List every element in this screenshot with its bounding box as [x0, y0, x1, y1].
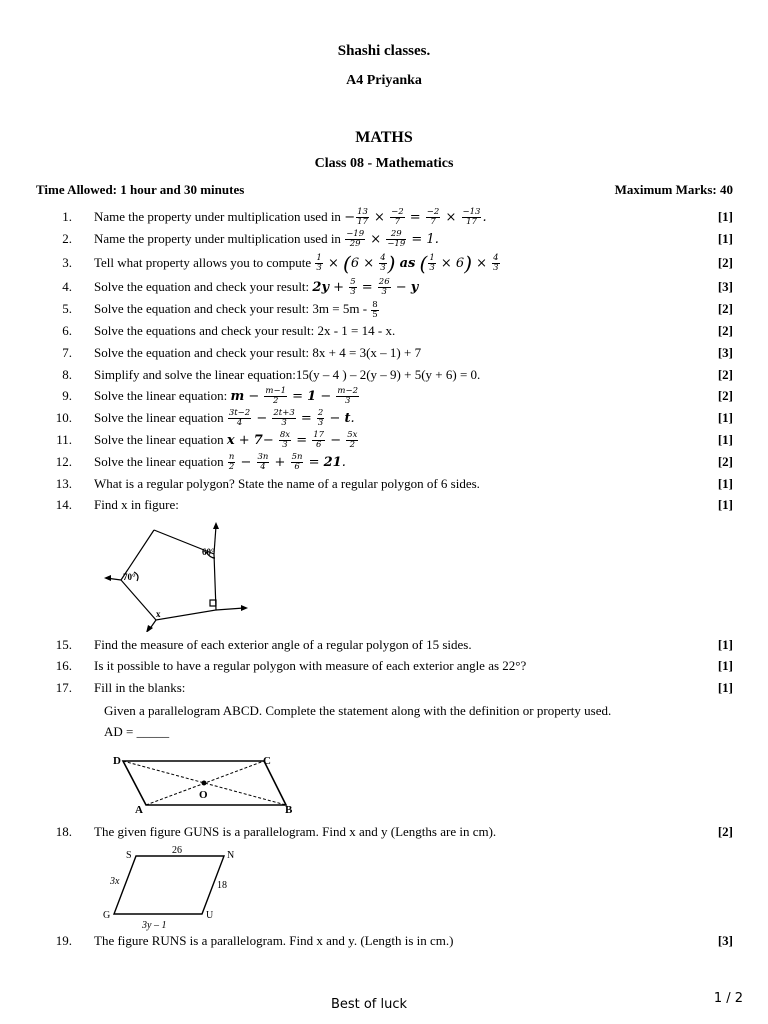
fraction: $\frac{8}{5}$ — [372, 299, 378, 320]
vertex-g-label: G — [103, 910, 111, 921]
vertex-a-label: A — [135, 804, 143, 816]
maximum-marks: Maximum Marks: 40 — [614, 182, 733, 197]
math-expression: $\frac{n}{2}$ − $\frac{3n}{4}$ + $\frac{5n}{6}$ = 21. — [228, 452, 346, 472]
question-text: Solve the linear equation — [94, 410, 224, 425]
math-expression: $\frac{3t-2}{4}$ − $\frac{2t+3}{3}$ = $\frac{2}{3}$ − t. — [228, 408, 355, 428]
parallelogram-abcd-figure — [108, 752, 308, 816]
question-text: Is it possible to have a regular polygon with measure of each exterior angle as 22°? — [94, 658, 527, 673]
question-text: Solve the equation and check your result: — [94, 279, 310, 294]
question-marks: [2] — [717, 301, 733, 316]
question-marks: [1] — [717, 497, 733, 512]
math-expression: $\frac{1}{3}$ × (6 × $\frac{4}{3}$ ) as ( $\frac{1}{3}$ × 6) × $\frac{4}{3}$ — [316, 251, 499, 276]
question-number: 8. — [62, 367, 72, 382]
question-marks: [2] — [717, 454, 733, 469]
question-number: 15. — [55, 637, 72, 652]
question-16 — [0, 656, 768, 676]
math-expression: − $\frac{13}{17}$ × $\frac{-2}{7}$ = $\frac{-2}{7}$ × $\frac{-13}{17}$ . — [344, 207, 487, 227]
question-marks: [2] — [717, 367, 733, 382]
question-text: Name the property under multiplication used in — [94, 231, 341, 246]
question-number: 16. — [55, 658, 72, 673]
question-1 — [0, 207, 768, 227]
question-3 — [0, 251, 768, 276]
question-15 — [0, 635, 768, 655]
question-text: Solve the linear equation — [94, 432, 224, 447]
question-marks: [2] — [717, 388, 733, 403]
question-12 — [0, 452, 768, 472]
question-2 — [0, 229, 768, 249]
parallelogram-guns-figure — [100, 842, 260, 932]
q17-statement: Given a parallelogram ABCD. Complete the statement along with the definition or property used. — [104, 703, 612, 718]
question-number: 11. — [56, 432, 72, 447]
question-11 — [0, 430, 768, 450]
question-text: Tell what property allows you to compute — [94, 255, 312, 270]
center-o-label: O — [199, 789, 208, 801]
question-13 — [0, 474, 768, 494]
question-18 — [0, 822, 768, 842]
question-marks: [1] — [717, 637, 733, 652]
question-text: Find the measure of each exterior angle of a regular polygon of 15 sides. — [94, 637, 472, 652]
side-nu-label: 18 — [217, 880, 227, 891]
question-text: Solve the equation and check your result: 8x + 4 = 3(x – 1) + 7 — [94, 345, 422, 360]
question-number: 7. — [62, 345, 72, 360]
question-9 — [0, 386, 768, 406]
math-expression: m − $\frac{m-1}{2}$ = 1 − $\frac{m-2}{3}$ — [230, 386, 358, 406]
angle-label-x: x — [156, 609, 161, 619]
question-text: Solve the equation and check your result: 3m = 5m - — [94, 301, 368, 316]
question-marks: [1] — [717, 410, 733, 425]
question-text: Simplify and solve the linear equation:15(y – 4 ) – 2(y – 9) + 5(y + 6) = 0. — [94, 367, 481, 382]
question-number: 14. — [55, 497, 72, 512]
question-14 — [0, 495, 768, 515]
pentagon-figure — [104, 522, 254, 632]
question-5 — [0, 299, 768, 319]
question-marks: [3] — [717, 345, 733, 360]
question-number: 10. — [55, 410, 72, 425]
math-expression: 2y + $\frac{5}{3}$ = $\frac{26}{3}$ − y — [312, 277, 419, 297]
question-marks: [1] — [717, 432, 733, 447]
institute-name: Shashi classes. — [337, 43, 431, 59]
question-text: Fill in the blanks: — [94, 680, 186, 695]
question-19 — [0, 931, 768, 951]
footer-message: Best of luck — [330, 997, 408, 1012]
vertex-c-label: C — [263, 755, 271, 767]
time-allowed: Time Allowed: 1 hour and 30 minutes — [36, 182, 245, 197]
class-title: Class 08 - Mathematics — [314, 156, 454, 171]
question-number: 13. — [55, 476, 72, 491]
question-text: The figure RUNS is a parallelogram. Find x and y. (Length is in cm.) — [94, 933, 454, 948]
side-sn-label: 26 — [172, 845, 182, 856]
question-marks: [2] — [717, 255, 733, 270]
question-marks: [2] — [717, 323, 733, 338]
angle-label-left: 70° — [123, 572, 136, 582]
question-number: 3. — [62, 255, 72, 270]
question-7 — [0, 343, 768, 363]
question-number: 4. — [62, 279, 72, 294]
question-text: Find x in figure: — [94, 497, 179, 512]
question-number: 2. — [62, 231, 72, 246]
question-marks: [1] — [717, 680, 733, 695]
question-text: Solve the linear equation — [94, 454, 224, 469]
question-number: 18. — [55, 824, 72, 839]
question-text: What is a regular polygon? State the name of a regular polygon of 6 sides. — [94, 476, 480, 491]
question-text: Solve the linear equation: — [94, 388, 228, 403]
side-sg-label: 3x — [110, 876, 120, 887]
question-marks: [1] — [717, 209, 733, 224]
question-6 — [0, 321, 768, 341]
vertex-d-label: D — [113, 755, 121, 767]
vertex-u-label: U — [206, 910, 214, 921]
question-text: Name the property under multiplication used in — [94, 209, 341, 224]
q17-blank: AD = _____ — [104, 724, 170, 739]
question-marks: [1] — [717, 658, 733, 673]
question-marks: [3] — [717, 933, 733, 948]
math-expression: x + 7− $\frac{8x}{3}$ = $\frac{17}{6}$ − $\frac{5x}{2}$ — [226, 430, 358, 450]
question-8 — [0, 365, 768, 385]
question-10 — [0, 408, 768, 428]
question-text: The given figure GUNS is a parallelogram. Find x and y (Lengths are in cm). — [94, 824, 497, 839]
vertex-s-label: S — [126, 850, 132, 861]
subject-title: MATHS — [355, 129, 413, 146]
question-number: 17. — [55, 680, 72, 695]
question-number: 12. — [55, 454, 72, 469]
teacher-name: A4 Priyanka — [346, 73, 422, 88]
side-gu-label: 3y – 1 — [142, 920, 167, 931]
math-expression: $\frac{-19}{29}$ × $\frac{29}{-19}$ = 1. — [346, 229, 439, 249]
question-number: 6. — [62, 323, 72, 338]
angle-label-top: 60° — [202, 547, 215, 557]
page-number: 1 / 2 — [713, 991, 743, 1006]
question-text: Solve the equations and check your result: 2x - 1 = 14 - x. — [94, 323, 396, 338]
question-17 — [0, 678, 768, 698]
question-marks: [3] — [717, 279, 733, 294]
question-4 — [0, 277, 768, 297]
question-number: 9. — [62, 388, 72, 403]
question-marks: [1] — [717, 476, 733, 491]
question-number: 19. — [55, 933, 72, 948]
question-marks: [2] — [717, 824, 733, 839]
question-number: 5. — [62, 301, 72, 316]
question-number: 1. — [62, 209, 72, 224]
vertex-n-label: N — [227, 850, 235, 861]
question-marks: [1] — [717, 231, 733, 246]
vertex-b-label: B — [285, 804, 293, 816]
